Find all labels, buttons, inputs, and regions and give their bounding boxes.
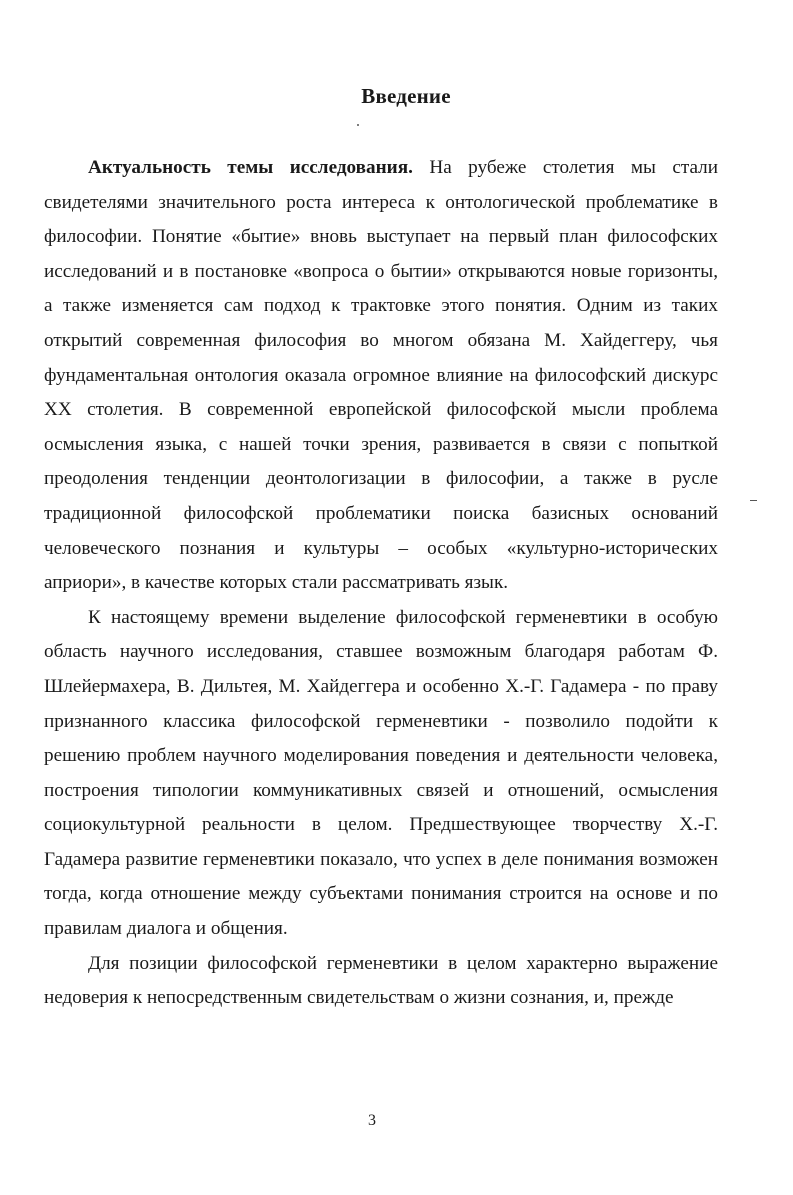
page-title: Введение [361, 84, 451, 108]
paragraph-2 [44, 601, 718, 947]
paragraph-text: На рубеже столетия мы стали свидетелями значительного роста интереса к онтологической проблематике в философии. Понятие «бытие» вновь выступает на первый план философских исследований и в постановке «вопроса о бытии» открываются новые горизонты, а также изменяется сам подход к трактовке этого понятия. Одним из таких открытий современная философия во многом обязана М. Хайдеггеру, чья фундаментальная онтология оказала огромное влияние на философский дискурс XX столетия. В современной европейской философской мысли проблема осмысления языка, с нашей точки зрения, развивается в связи с попыткой преодоления тенденции деонтологизации в философии, а также в русле традиционной философской проблематики поиска базисных оснований человеческого познания и культуры – особых «культурно-исторических априори», в качестве которых стали рассматривать язык. [44, 157, 718, 594]
paragraph-text: Для позиции философской герменевтики в целом характерно выражение недоверия к непосредственным свидетельствам о жизни сознания, и, прежде [44, 952, 718, 1009]
scan-speck [750, 500, 757, 501]
paragraph-lead: Актуальность темы исследования. [88, 157, 413, 178]
paragraph-1 [44, 151, 718, 601]
scan-speck [357, 124, 359, 126]
body-text [44, 151, 718, 1016]
page-number: 3 [368, 1112, 376, 1129]
paragraph-text: К настоящему времени выделение философской герменевтики в особую область научного исследования, ставшее возможным благодаря работам Ф. Шлейермахера, В. Дильтея, М. Хайдеггера и особенно Х.-Г. Гадамера - по праву признанного классика философской герменевтики - позволило подойти к решению проблем научного моделирования поведения и деятельности человека, построения типологии коммуникативных связей и отношений, осмысления социокультурной реальности в целом. Предшествующее творчеству Х.-Г. Гадамера развитие герменевтики показало, что успех в деле понимания возможен тогда, когда отношение между субъектами понимания строится на основе и по правилам диалога и общения. [44, 606, 718, 940]
paragraph-3 [44, 947, 718, 1016]
